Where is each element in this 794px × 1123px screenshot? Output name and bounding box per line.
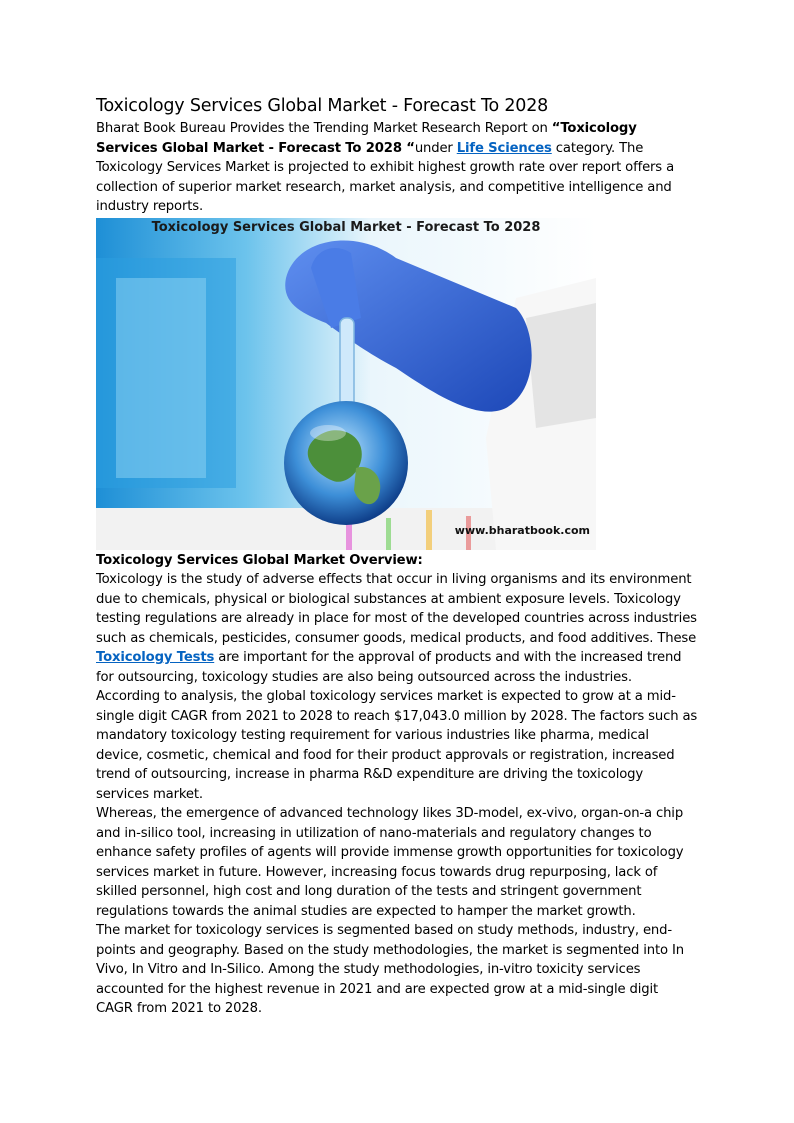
intro-under: under — [414, 140, 457, 156]
overview-paragraph-3: Whereas, the emergence of advanced technology likes 3D-model, ex-vivo, organ-on-a chip and in-silico tool, increasing in utilization of nano-materials and regulatory changes to enhance safety profiles of agents will provide immense growth opportunities for toxicology services market in future. However, increasing focus towards drug repurposing, lack of skilled personnel, high cost and long duration of the tests and stringent government regulations towards the animal studies are expected to hamper the market growth. — [96, 806, 684, 919]
page-title: Toxicology Services Global Market - Forecast To 2028 — [96, 96, 549, 116]
hero-illustration — [96, 218, 596, 550]
hero-image-url: www.bharatbook.com — [454, 523, 590, 537]
hero-image — [96, 218, 596, 550]
overview-paragraph-4: The market for toxicology services is segmented based on study methods, industry, end-points and geography. Based on the study methodologies, the market is segmented into In Vivo, In Vitro and In-Silico. Among the study methodologies, in-vitro toxicity services accounted for the highest revenue in 2021 and are expected grow at a mid-single digit CAGR from 2021 to 2028. — [96, 923, 684, 1016]
overview-paragraph-2: According to analysis, the global toxicology services market is expected to grow at a mid-single digit CAGR from 2021 to 2028 to reach $17,043.0 million by 2028. The factors such as mandatory toxicology testing requirement for various industries like pharma, medical device, cosmetic, chemical and food for their product approvals or registration, increased trend of outsourcing, increase in pharma R&D expenditure are driving the toxicology services market. — [96, 689, 698, 802]
intro-open-quote: “ — [551, 121, 561, 136]
document-page — [96, 94, 698, 1019]
intro-paragraph — [96, 119, 698, 217]
intro-bold-title: Toxicology Services Global Market - Forecast To 2028 “ — [96, 121, 637, 156]
intro-pre: Bharat Book Bureau Provides the Trending Market Research Report on — [96, 121, 552, 136]
toxicology-tests-link[interactable]: Toxicology Tests — [96, 650, 215, 665]
life-sciences-link[interactable]: Life Sciences — [456, 140, 552, 156]
overview-paragraph-1 — [96, 570, 698, 687]
para1-pre: Toxicology is the study of adverse effects that occur in living organisms and its environment due to chemicals, physical or biological substances at ambient exposure levels. Toxicology testing regulations are already in place for most of the developed countries across industries such as chemicals, pesticides, consumer goods, medical products, and food additives. These — [96, 572, 697, 646]
para1-post: are important for the approval of products and with the increased trend for outsourcing, toxicology studies are also being outsourced across the industries. — [96, 650, 682, 685]
overview-heading: Toxicology Services Global Market Overview: — [96, 552, 423, 568]
intro-post: category. The Toxicology Services Market is projected to exhibit highest growth rate over report offers a collection of superior market research, market analysis, and competitive intelligence and industry reports. — [96, 140, 675, 214]
hero-image-title: Toxicology Services Global Market - Forecast To 2028 — [151, 219, 541, 235]
